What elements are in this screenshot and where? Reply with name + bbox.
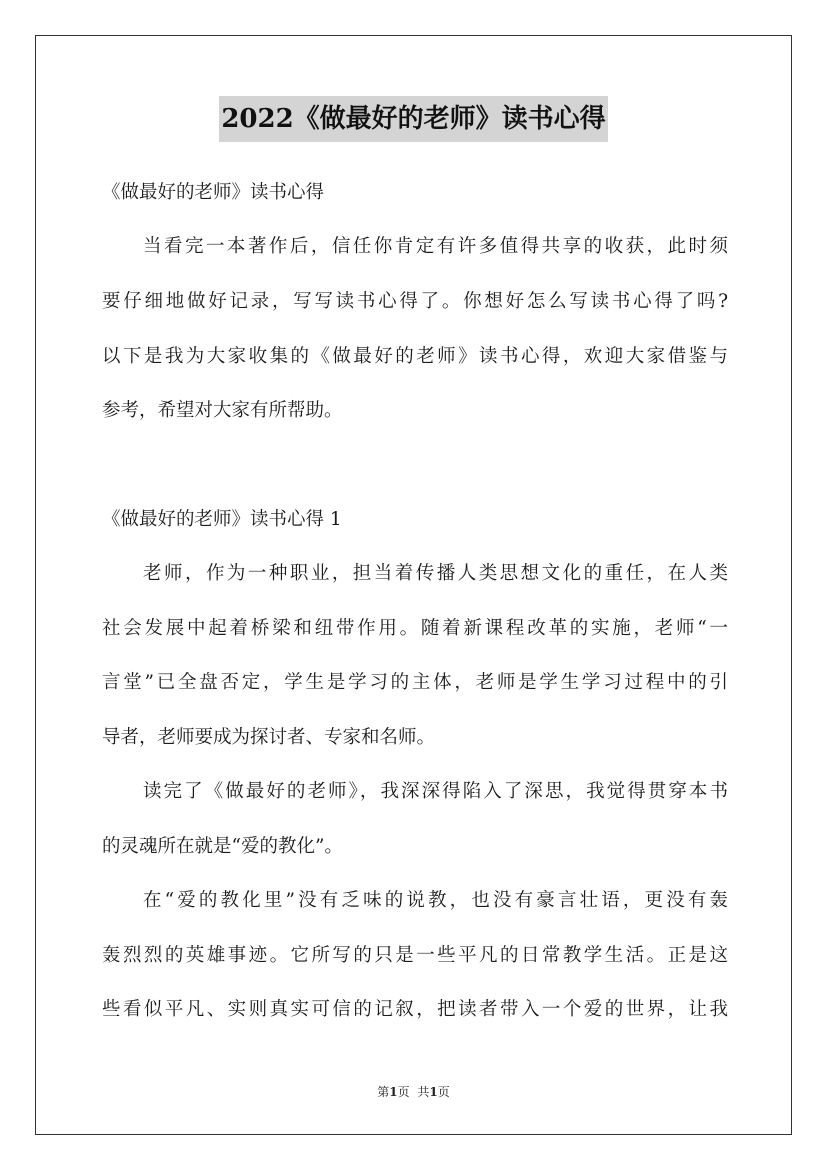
paragraph-line: 些看似平凡、实则真实可信的记叙，把读者带入一个爱的世界，让我 xyxy=(102,999,728,1020)
paragraph-line: 读完了《做最好的老师》，我深深得陷入了深思，我觉得贯穿本书 xyxy=(143,781,728,802)
subtitle-line: 《做最好的老师》读书心得 xyxy=(102,182,325,203)
paragraph-line: 言堂”已全盘否定，学生是学习的主体，老师是学生学习过程中的引 xyxy=(102,672,728,693)
paragraph-line: 在“爱的教化里”没有乏味的说教，也没有豪言壮语，更没有轰 xyxy=(143,890,728,911)
total-pages: 1 xyxy=(429,1085,438,1099)
page-label-suffix: 页 xyxy=(397,1085,410,1099)
document-title: 2022《做最好的老师》读书心得 xyxy=(219,96,607,142)
page-number: 1 xyxy=(389,1085,398,1099)
paragraph-line: 要仔细地做好记录，写写读书心得了。你想好怎么写读书心得了吗? xyxy=(102,291,728,312)
paragraph-line: 当看完一本著作后，信任你肯定有许多值得共享的收获，此时须 xyxy=(143,236,728,257)
paragraph-line: 社会发展中起着桥梁和纽带作用。随着新课程改革的实施，老师“一 xyxy=(102,618,728,639)
page-label-prefix: 第 xyxy=(377,1085,390,1099)
page-footer xyxy=(0,1082,827,1102)
paragraph-line: 以下是我为大家收集的《做最好的老师》读书心得，欢迎大家借鉴与 xyxy=(102,346,728,367)
total-prefix: 共 xyxy=(417,1085,430,1099)
paragraph-line: 老师，作为一种职业，担当着传播人类思想文化的重任，在人类 xyxy=(143,563,728,584)
paragraph-line: 参考，希望对大家有所帮助。 xyxy=(102,400,343,421)
section-heading: 《做最好的老师》读书心得 1 xyxy=(102,509,342,530)
total-suffix: 页 xyxy=(437,1085,450,1099)
paragraph-line: 导者，老师要成为探讨者、专家和名师。 xyxy=(102,727,436,748)
paragraph-line: 的灵魂所在就是“爱的教化”。 xyxy=(102,836,343,857)
title-container xyxy=(0,96,827,142)
paragraph-line: 轰烈烈的英雄事迹。它所写的只是一些平凡的日常教学生活。正是这 xyxy=(102,945,728,966)
